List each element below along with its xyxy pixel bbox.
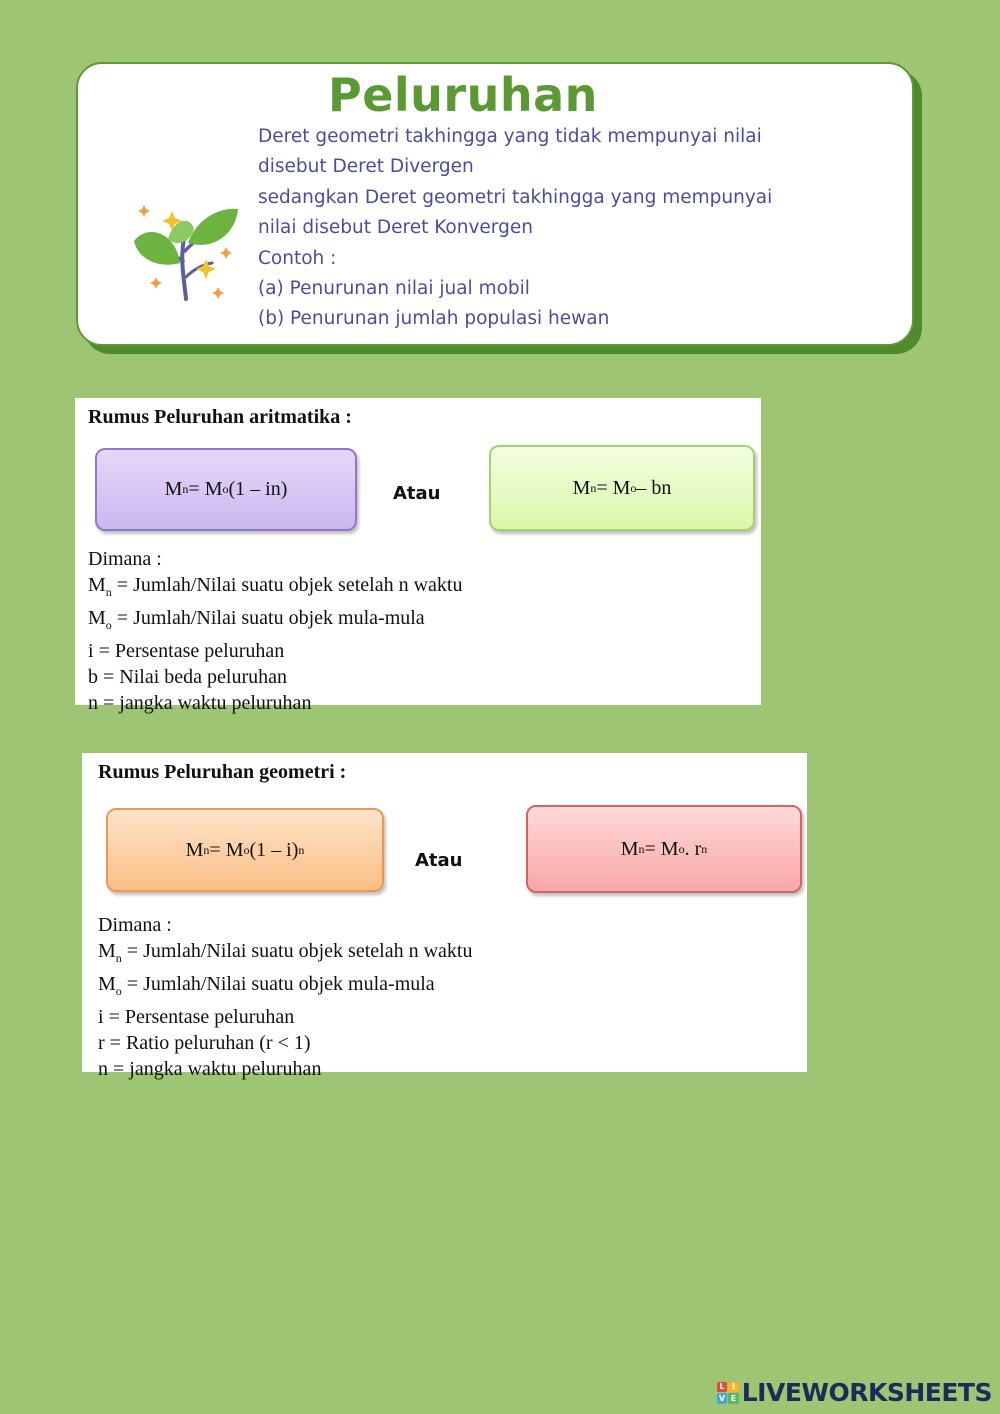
intro-line: sedangkan Deret geometri takhingga yang mempunyai [258,186,773,208]
definition-row: i = Persentase peluruhan [88,640,285,662]
intro-line: disebut Deret Divergen [258,156,474,178]
liveworksheets-logo[interactable] [717,1378,992,1407]
definition-row: b = Nilai beda peluruhan [88,666,287,688]
arithmetic-definitions [88,546,462,716]
atau-label: Atau [415,850,463,871]
plant-sparkle-icon [128,199,243,309]
definition-row: i = Persentase peluruhan [98,1006,295,1028]
logo-text: LIVEWORKSHEETS [741,1378,992,1407]
definition-row: $M_o$ = Jumlah/Nilai suatu objek mula-mula [98,973,435,998]
arithmetic-title: Rumus Peluruhan aritmatika : [88,406,352,428]
arithmetic-formula-1: M n = M o (1 – in) [95,448,357,531]
intro-line: (b) Penurunan jumlah populasi hewan [258,308,610,330]
geometric-definitions [98,912,472,1082]
dimana-label: Dimana : [98,914,172,936]
geometric-title: Rumus Peluruhan geometri : [98,761,347,783]
definition-row: $M_n$ = Jumlah/Nilai suatu objek setelah n waktu [98,940,473,965]
definition-row: $M_o$ = Jumlah/Nilai suatu objek mula-mula [88,607,425,632]
dimana-label: Dimana : [88,548,162,570]
page-title: Peluruhan [328,68,598,122]
liveworksheets-mark-icon: L I V E [717,1382,739,1404]
intro-card [76,62,914,346]
arithmetic-decay-panel [75,398,761,714]
geometric-decay-panel [82,753,807,1080]
definition-row: $M_n$ = Jumlah/Nilai suatu objek setelah n waktu [88,574,463,599]
definition-row: n = jangka waktu peluruhan [88,692,312,714]
definition-row: r = Ratio peluruhan (r < 1) [98,1032,311,1054]
atau-label: Atau [393,483,441,504]
intro-line: Deret geometri takhingga yang tidak mempunyai nilai [258,126,762,147]
geometric-formula-1: M n = M o (1 – i) n [106,808,384,892]
intro-line: (a) Penurunan nilai jual mobil [258,278,530,300]
intro-text [258,122,898,335]
definition-row: n = jangka waktu peluruhan [98,1058,322,1080]
arithmetic-formula-2: M n = M o – bn [489,445,755,531]
intro-line: nilai disebut Deret Konvergen [258,217,533,239]
intro-line: Contoh : [258,247,337,269]
geometric-formula-2: M n = M o . r n [526,805,802,893]
